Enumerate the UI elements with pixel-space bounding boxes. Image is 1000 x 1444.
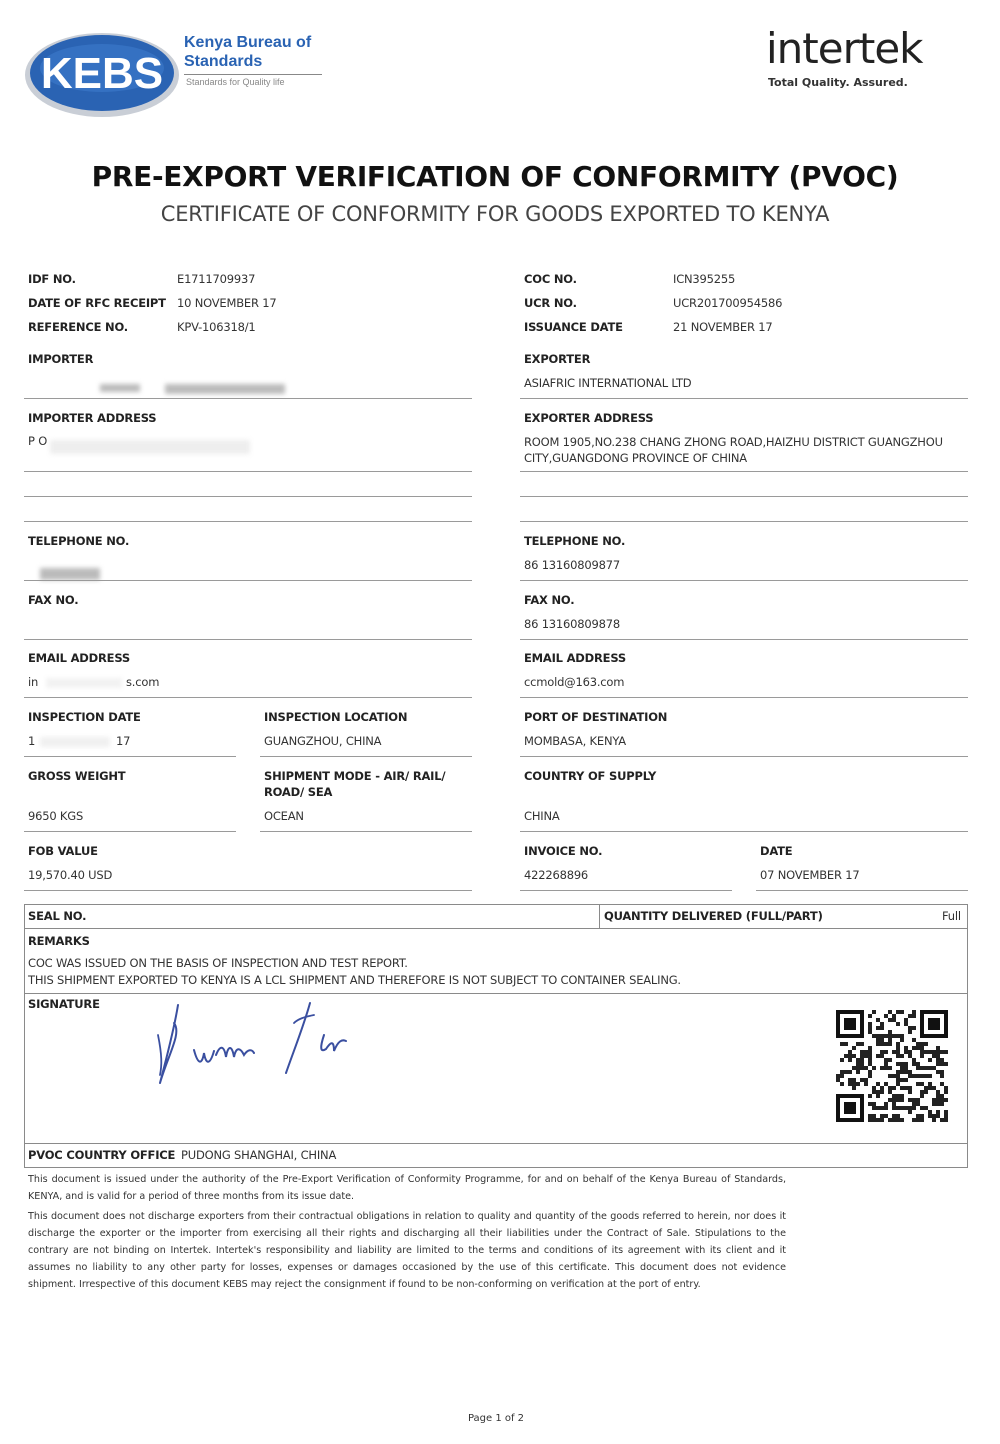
kebs-logo-text: KEBS (40, 49, 164, 98)
inspection-location-line (260, 756, 472, 757)
footer-para2: This document does not discharge exporters from their contractual obligations in relation to quality and quantity of the goods referred to herein, nor does it discharge the exporter or the importer from exercising all their rights and discharging all their liabilities under the Contract of Sale. Stipulations to the contrary are not binding on Intertek. Intertek's responsibility and liability are limited to the terms and conditions of its agreement with its client and it assumes no liability to any other party for losses, expenses or damages occasioned by the use of this certificate. This document does not evidence shipment. Irrespective of this document KEBS may reject the consignment if found to be non-conforming on verification at the port of entry. (28, 1211, 786, 1290)
reference-label: REFERENCE NO. (28, 320, 128, 334)
signature-label: SIGNATURE (28, 997, 100, 1011)
port-label: PORT OF DESTINATION (524, 710, 668, 724)
seal-quantity-divider (599, 904, 600, 928)
shipment-mode-label-line1: SHIPMENT MODE - AIR/ RAIL/ (264, 769, 446, 783)
importer-address-redacted (50, 440, 250, 454)
exporter-email-line (520, 697, 968, 698)
exporter-address-line1-rule (520, 471, 968, 472)
shipment-mode-line (260, 831, 472, 832)
importer-telephone-line (24, 580, 472, 581)
kebs-tagline: Standards for Quality life (186, 77, 285, 87)
issuance-value: 21 NOVEMBER 17 (673, 320, 773, 334)
ucr-value: UCR201700954586 (673, 296, 783, 310)
importer-telephone-label: TELEPHONE NO. (28, 534, 130, 548)
document-title: PRE-EXPORT VERIFICATION OF CONFORMITY (PVOC) (91, 160, 899, 193)
exporter-address-line1: ROOM 1905,NO.238 CHANG ZHONG ROAD,HAIZHU DISTRICT GUANGZHOU (524, 435, 943, 449)
importer-email-end: s.com (126, 675, 160, 689)
fob-line (24, 890, 472, 891)
country-label: COUNTRY OF SUPPLY (524, 769, 657, 783)
importer-email-label: EMAIL ADDRESS (28, 651, 130, 665)
intertek-logo (760, 24, 960, 96)
rfc-date-label: DATE OF RFC RECEIPT (28, 296, 166, 310)
inspection-date-end: 17 (116, 734, 131, 748)
exporter-email-label: EMAIL ADDRESS (524, 651, 626, 665)
inspection-location-label: INSPECTION LOCATION (264, 710, 408, 724)
remarks-label: REMARKS (28, 934, 90, 948)
exporter-telephone: 86 13160809877 (524, 558, 620, 572)
qr-code (836, 1010, 948, 1122)
importer-telephone-redacted (40, 568, 100, 580)
invoice-date-value: 07 NOVEMBER 17 (760, 868, 860, 882)
shipment-mode-label-line2: ROAD/ SEA (264, 785, 333, 799)
exporter-email: ccmold@163.com (524, 675, 625, 689)
importer-fax-line (24, 639, 472, 640)
invoice-date-line (756, 890, 968, 891)
importer-redacted (100, 384, 140, 392)
page-number: Page 1 of 2 (467, 1413, 525, 1424)
inspection-date-line (24, 756, 236, 757)
inspection-date-redacted (40, 737, 110, 747)
idf-value: E1711709937 (177, 272, 256, 286)
inspection-date-start: 1 (28, 734, 36, 748)
office-value: PUDONG SHANGHAI, CHINA (181, 1148, 337, 1162)
invoice-label: INVOICE NO. (524, 844, 603, 858)
coc-value: ICN395255 (673, 272, 736, 286)
intertek-logo-text: intertek (766, 24, 923, 73)
coc-label: COC NO. (524, 272, 577, 286)
kebs-name-line2: Standards (184, 53, 263, 70)
seal-label: SEAL NO. (28, 909, 87, 923)
gross-weight-label: GROSS WEIGHT (28, 769, 126, 783)
invoice-line (520, 890, 732, 891)
document-subtitle: CERTIFICATE OF CONFORMITY FOR GOODS EXPORTED TO KENYA (160, 202, 830, 226)
exporter-address-line2-rule (520, 496, 968, 497)
importer-fax-label: FAX NO. (28, 593, 79, 607)
office-label: PVOC COUNTRY OFFICE (28, 1148, 176, 1162)
invoice-date-label: DATE (760, 844, 793, 858)
gross-weight-line (24, 831, 236, 832)
exporter-fax-line (520, 639, 968, 640)
quantity-value: Full (942, 909, 961, 923)
kebs-name-line1: Kenya Bureau of (184, 34, 312, 51)
importer-label: IMPORTER (28, 352, 94, 366)
kebs-divider (184, 74, 322, 75)
importer-redacted (165, 384, 285, 394)
kebs-emblem (24, 28, 184, 120)
remarks-line1: COC WAS ISSUED ON THE BASIS OF INSPECTION AND TEST REPORT. (28, 956, 408, 970)
issuance-label: ISSUANCE DATE (524, 320, 623, 334)
exporter-address-line2: CITY,GUANGDONG PROVINCE OF CHINA (524, 451, 747, 465)
exporter-name: ASIAFRIC INTERNATIONAL LTD (524, 376, 692, 390)
seal-row-divider (24, 928, 968, 929)
fob-label: FOB VALUE (28, 844, 98, 858)
invoice-value: 422268896 (524, 868, 589, 882)
idf-label: IDF NO. (28, 272, 76, 286)
remarks-divider (24, 993, 968, 994)
importer-address-label: IMPORTER ADDRESS (28, 411, 157, 425)
exporter-fax: 86 13160809878 (524, 617, 620, 631)
importer-email-line (24, 697, 472, 698)
importer-address-line3 (24, 521, 472, 522)
exporter-fax-label: FAX NO. (524, 593, 575, 607)
importer-email-redacted (46, 678, 122, 688)
shipment-mode-value: OCEAN (264, 809, 304, 823)
importer-line (24, 398, 472, 399)
rfc-date-value: 10 NOVEMBER 17 (177, 296, 277, 310)
country-value: CHINA (524, 809, 560, 823)
exporter-label: EXPORTER (524, 352, 591, 366)
country-line (520, 831, 968, 832)
exporter-telephone-line (520, 580, 968, 581)
gross-weight-value: 9650 KGS (28, 809, 84, 823)
inspection-date-label: INSPECTION DATE (28, 710, 141, 724)
importer-address: P O (28, 434, 48, 448)
port-line (520, 756, 968, 757)
footer-para1: This document is issued under the authority of the Pre-Export Verification of Conformity Programme, for and on behalf of the Kenya Bureau of Standards, KENYA, and is valid for a period of three months from its issue date. (28, 1174, 786, 1202)
reference-value: KPV-106318/1 (177, 320, 256, 334)
intertek-tagline: Total Quality. Assured. (768, 76, 908, 89)
inspection-location: GUANGZHOU, CHINA (264, 734, 382, 748)
exporter-line (520, 398, 968, 399)
port-value: MOMBASA, KENYA (524, 734, 626, 748)
remarks-line2: THIS SHIPMENT EXPORTED TO KENYA IS A LCL SHIPMENT AND THEREFORE IS NOT SUBJECT TO CONTAINER SEALING. (28, 973, 681, 987)
importer-address-line1 (24, 471, 472, 472)
kebs-logo (24, 28, 324, 120)
exporter-address-line3-rule (520, 521, 968, 522)
exporter-telephone-label: TELEPHONE NO. (524, 534, 626, 548)
exporter-address-label: EXPORTER ADDRESS (524, 411, 654, 425)
signature-image (148, 995, 368, 1095)
quantity-label: QUANTITY DELIVERED (FULL/PART) (604, 909, 823, 923)
importer-address-line2 (24, 496, 472, 497)
ucr-label: UCR NO. (524, 296, 577, 310)
office-divider (24, 1143, 968, 1144)
fob-value: 19,570.40 USD (28, 868, 113, 882)
importer-email-start: in (28, 675, 39, 689)
